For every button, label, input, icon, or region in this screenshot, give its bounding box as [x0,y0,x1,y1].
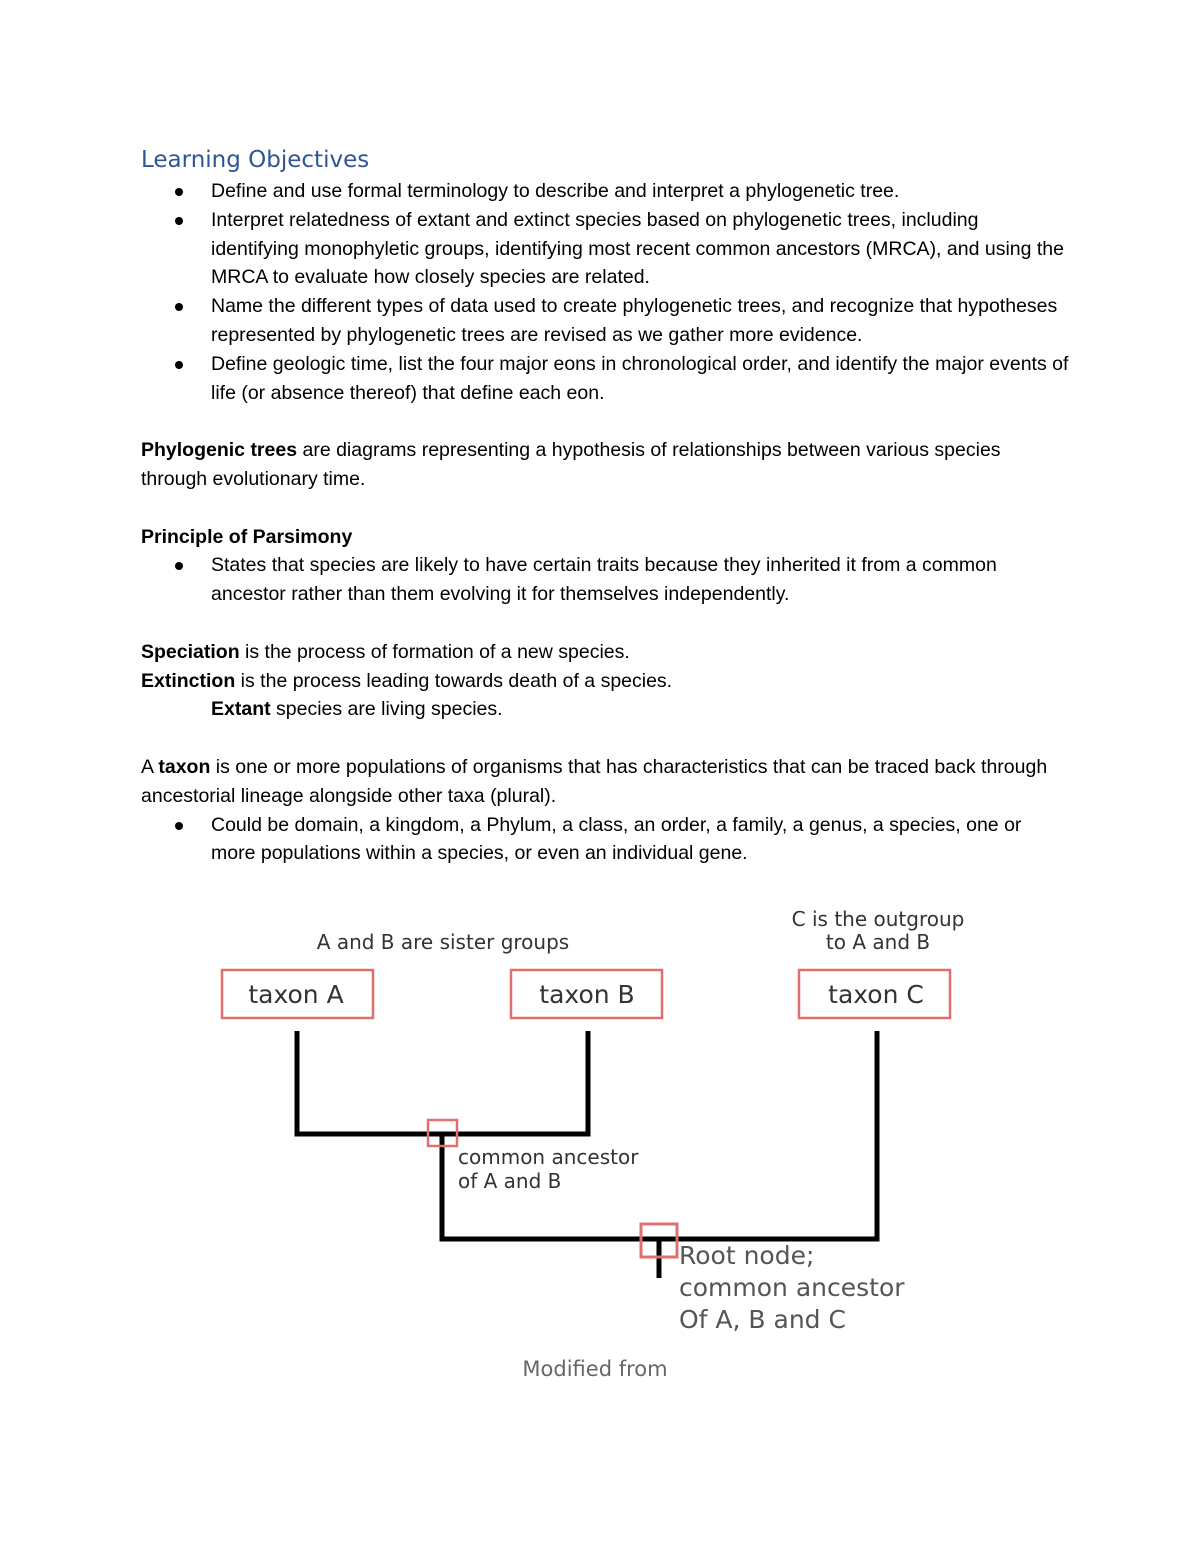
taxon-b-box [511,970,662,1018]
taxon-a-label: taxon A [248,980,344,1009]
term-taxon: taxon [158,755,211,778]
ancestor-label-line2: of A and B [458,1169,562,1193]
term-phylogenic-trees: Phylogenic trees [141,439,298,462]
definition-text: are diagrams representing a hypothesis of relationships between various species through evolutionary time. [141,439,1001,490]
outgroup-label-line2: to A and B [825,930,931,954]
taxon-c-box [799,970,950,1018]
sister-groups-label: A and B are sister groups [316,930,570,954]
term-extinction: Extinction [141,669,236,692]
branch-a-b [297,1031,588,1134]
objective-item: Interpret relatedness of extant and extinct species based on phylogenetic trees, including identifying monophyletic groups, identifying most recent common ancestors (MRCA), and using the MRCA to evaluate how closely species are related. [211,206,1071,292]
ancestor-label-line1: common ancestor [458,1145,639,1169]
outgroup-label-line1: C is the outgroup [791,907,965,931]
objective-item: Name the different types of data used to create phylogenetic trees, and recognize that hypotheses represented by phylogenetic trees are revised as we gather more evidence. [211,292,1071,350]
taxon-c-label: taxon C [828,980,924,1009]
parsimony-item: States that species are likely to have certain traits because they inherited it from a common ancestor rather than them evolving it for themselves independently. [211,551,1071,609]
taxon-a-box [222,970,373,1018]
term-extant: Extant [211,698,271,721]
objective-item: Define geologic time, list the four major eons in chronological order, and identify the major events of life (or absence thereof) that define each eon. [211,350,1071,408]
taxon-item: Could be domain, a kingdom, a Phylum, a class, an order, a family, a genus, a species, one or more populations within a species, or even an individual gene. [211,811,1071,869]
root-label-line2: common ancestor [679,1273,905,1302]
root-label-line3: Of A, B and C [679,1305,846,1334]
parsimony-title: Principle of Parsimony [141,525,353,548]
definition-text: is the process of formation of a new species. [239,640,630,663]
root-label-line1: Root node; [679,1241,815,1270]
term-speciation: Speciation [141,640,240,663]
definition-text: species are living species. [270,698,503,721]
figure-caption: Modified from [522,1357,668,1381]
objective-item: Define and use formal terminology to describe and interpret a phylogenetic tree. [211,177,1071,206]
definition-text: is one or more populations of organisms that has characteristics that can be traced back through ancestorial lineage alongside other taxa (plural). [141,755,1048,807]
taxon-b-label: taxon B [539,980,635,1009]
definition-text: is the process leading towards death of a species. [235,669,673,692]
learning-objectives-heading: Learning Objectives [141,147,370,173]
definition-prefix: A [141,755,159,778]
